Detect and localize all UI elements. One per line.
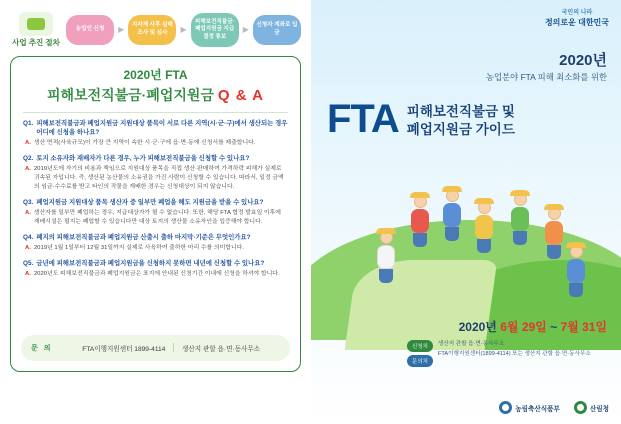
process-step-2: 지자체 사후 실태조사 및 심사 bbox=[128, 15, 176, 45]
date-prefix: 2020년 bbox=[458, 320, 501, 334]
contact-text-2: 생산지 관할 읍·면·동사무소 bbox=[182, 345, 261, 353]
legs-shape bbox=[379, 269, 393, 283]
legs-shape bbox=[413, 233, 427, 247]
question-line bbox=[23, 119, 288, 138]
process-flow bbox=[10, 12, 301, 48]
fta-wordmark: FTA bbox=[327, 97, 399, 141]
ministry-agriculture-label: 농림축산식품부 bbox=[515, 405, 560, 413]
government-logo bbox=[545, 10, 609, 28]
answer-tag: A. bbox=[25, 140, 31, 147]
info-text-list bbox=[438, 340, 591, 360]
contact-text-1: FTA이행지원센터 1899-4114 bbox=[82, 345, 166, 353]
qa-item bbox=[23, 119, 288, 148]
chevron-right-icon-2: ▶ bbox=[180, 25, 187, 35]
chevron-right-icon-1: ▶ bbox=[118, 25, 125, 35]
contact-label: 문 의 bbox=[31, 344, 53, 352]
question-text: 토지 소유자와 재배자가 다른 경우, 누가 피해보전직불금을 신청할 수 있나요? bbox=[36, 154, 250, 162]
question-line bbox=[23, 233, 288, 242]
qa-title-line2-text: 피해보전직불금·폐업지원금 bbox=[47, 86, 214, 103]
gov-logo-line1: 국민의 나라 bbox=[561, 10, 593, 16]
answer-line bbox=[23, 209, 288, 227]
question-line bbox=[23, 154, 288, 163]
answer-text: 생산자를 일부만 폐업하는 경우, 지급대상자가 될 수 없습니다. 또한, 해당 FTA 협정 발효일 이후에 재배시설은 될지는 폐업할 수 있습니다만 대상 토지의 생산물 소유자인을 입증해야 합니다. bbox=[33, 210, 281, 225]
qa-card bbox=[10, 56, 301, 372]
body-shape bbox=[567, 259, 585, 283]
process-step-3: 피해보전직불금· 폐업지원금 지급결정 통보 bbox=[191, 13, 239, 48]
legs-shape bbox=[569, 283, 583, 297]
cover-title bbox=[327, 97, 607, 141]
application-period bbox=[311, 318, 607, 335]
question-tag: Q1. bbox=[23, 119, 34, 127]
info-tag-list bbox=[407, 340, 433, 367]
qa-item bbox=[23, 259, 288, 279]
cover-title-line1: 피해보전직불금 및 bbox=[406, 104, 515, 119]
qa-item bbox=[23, 154, 288, 192]
question-text: 피해보전직불금과 폐업지원금 지원대상 품목이 서로 다른 지역(시·군·구)에서 생산되는 경우 어디에 신청을 하나요? bbox=[36, 119, 288, 136]
process-label: 사업 추진 절차 bbox=[12, 38, 60, 47]
legs-shape bbox=[513, 231, 527, 245]
question-text: 폐지의 피해보전직불금과 폐업지원금 산출시 출하 마지막·기준은 무엇인가요? bbox=[36, 233, 251, 241]
legs-shape bbox=[547, 245, 561, 259]
leaf-bowl-icon bbox=[19, 12, 53, 36]
answer-line bbox=[23, 244, 288, 253]
cover-title-line2: 폐업지원금 가이드 bbox=[406, 122, 515, 138]
answer-tag: A. bbox=[25, 271, 31, 278]
qa-title bbox=[23, 67, 288, 106]
taegeuk-icon bbox=[499, 401, 512, 414]
info-tag-contact: 문의처 bbox=[407, 355, 433, 367]
qa-item bbox=[23, 233, 288, 253]
ministry-forest bbox=[574, 401, 609, 414]
straw-hat-icon bbox=[544, 204, 564, 210]
farmer-figure bbox=[471, 198, 497, 250]
answer-line bbox=[23, 139, 288, 148]
question-tag: Q4. bbox=[23, 233, 34, 241]
taegeuk-icon bbox=[574, 401, 587, 414]
qa-title-line1: 2020년 FTA bbox=[123, 67, 188, 82]
question-text: 금년에 피해보전직불금과 폐업지원금을 신청하지 못하면 내년에 신청할 수 있나요? bbox=[36, 259, 265, 267]
info-text-contact: FTA이행지원센터(1899-4114) 또는 생산지 관할 읍·면·동사무소 bbox=[437, 350, 591, 357]
qa-item bbox=[23, 198, 288, 227]
answer-text: 2020년도 피해보전직불금과 폐업지원금은 표지에 안내된 신청기간 이내에 신청을 하셔야 합니다. bbox=[33, 271, 280, 278]
body-shape bbox=[443, 203, 461, 227]
body-shape bbox=[511, 207, 529, 231]
farmer-figure bbox=[407, 192, 433, 244]
body-shape bbox=[411, 209, 429, 233]
straw-hat-icon bbox=[566, 242, 586, 248]
process-step-1: 농업인 신청 bbox=[66, 15, 114, 45]
chevron-right-icon-3: ▶ bbox=[242, 25, 249, 35]
straw-hat-icon bbox=[510, 190, 530, 196]
cover-year: 2020년 bbox=[559, 52, 607, 69]
date-mid: ~ bbox=[546, 320, 561, 334]
answer-tag: A. bbox=[25, 210, 31, 217]
question-line bbox=[23, 259, 288, 268]
cover-subtitle: 농업분야 FTA 피해 최소화를 위한 bbox=[485, 72, 607, 82]
straw-hat-icon bbox=[376, 228, 396, 234]
body-shape bbox=[545, 221, 563, 245]
date-start: 6월 29일 bbox=[500, 320, 547, 334]
question-text: 폐업지원금 지원대상 품목 생산자 중 일부만 폐업을 해도 지원금을 받을 수 있나요? bbox=[36, 198, 264, 206]
right-panel bbox=[311, 0, 621, 424]
farmer-figure bbox=[439, 186, 465, 238]
legs-shape bbox=[445, 227, 459, 241]
answer-line bbox=[23, 165, 288, 192]
cover-header bbox=[331, 52, 607, 83]
answer-text: 2019년도에 자기의 비용과 책임으로 지원대상 품목을 직접 생산·판매하여 가격하락 피해가 실제로 귀속된 자입니다. 즉, 생산된 농산물의 소유권을 가진 사람이 신청할 수 있습니다. 따라서, 일정 금액의 임금·수수료를 받고 타인의 작물을 재배한 경우는 신청대상이 되지 않습니다. bbox=[33, 166, 284, 190]
farmer-figure bbox=[507, 190, 533, 242]
divider bbox=[173, 343, 174, 352]
body-shape bbox=[475, 215, 493, 239]
process-step-4: 신청자 계좌로 입금 bbox=[253, 15, 301, 45]
straw-hat-icon bbox=[474, 198, 494, 204]
qa-mark: Q & A bbox=[217, 86, 264, 104]
legs-shape bbox=[477, 239, 491, 253]
straw-hat-icon bbox=[410, 192, 430, 198]
farmer-figure bbox=[373, 228, 399, 280]
gov-logo-line2: 정의로운 대한민국 bbox=[544, 17, 609, 27]
info-text-apply: 생산지 관할 읍·면·동사무소 bbox=[437, 341, 505, 347]
straw-hat-icon bbox=[442, 186, 462, 192]
question-tag: Q5. bbox=[23, 259, 34, 267]
qa-title-line2 bbox=[23, 85, 288, 106]
answer-line bbox=[23, 270, 288, 279]
question-tag: Q2. bbox=[23, 154, 34, 162]
question-tag: Q3. bbox=[23, 198, 34, 206]
answer-text: 생산 면적(사육규모)이 가장 큰 지역이 속한 시·군·구에 읍·면·동에 신청서를 제출합니다. bbox=[33, 140, 256, 147]
road-shape bbox=[345, 260, 498, 350]
info-tag-apply: 신청처 bbox=[407, 340, 433, 352]
answer-text: 2019년 1월 1일부터 12월 31일까지 실제로 사육하여 출하한 마리 수를 의미합니다. bbox=[33, 245, 244, 252]
ministry-agriculture bbox=[499, 401, 560, 414]
date-end: 7월 31일 bbox=[560, 320, 607, 334]
ministry-logos bbox=[499, 401, 609, 414]
info-box bbox=[407, 340, 607, 367]
divider bbox=[23, 112, 288, 113]
answer-tag: A. bbox=[25, 245, 31, 252]
body-shape bbox=[377, 245, 395, 269]
contact-bar bbox=[21, 335, 290, 361]
question-line bbox=[23, 198, 288, 207]
contact-text bbox=[62, 343, 280, 353]
ministry-forest-label: 산림청 bbox=[589, 405, 609, 413]
process-label-group bbox=[10, 12, 62, 48]
cover-title-lines bbox=[407, 100, 515, 139]
answer-tag: A. bbox=[25, 166, 31, 173]
farmer-figure bbox=[563, 242, 589, 294]
